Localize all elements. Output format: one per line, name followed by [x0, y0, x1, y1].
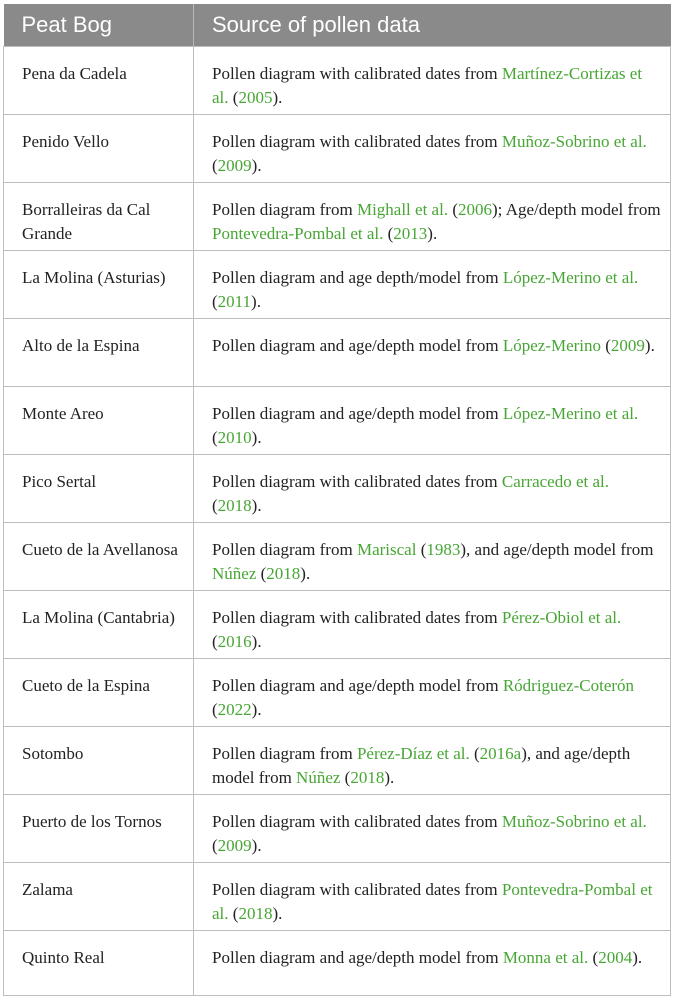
table-header: [4, 4, 671, 46]
citation-link[interactable]: 2004: [598, 947, 633, 967]
citation-link[interactable]: Carracedo et al.: [501, 471, 609, 491]
pollen-source-cell: [194, 658, 671, 726]
citation-link[interactable]: 2016: [217, 632, 252, 651]
citation-link[interactable]: Muñoz-Sobrino et al.: [501, 811, 647, 831]
source-text: (: [340, 768, 351, 787]
source-text: ).: [427, 224, 438, 243]
header-row: [4, 4, 671, 46]
citation-link[interactable]: 2018: [238, 904, 273, 923]
table-row: [4, 182, 671, 250]
source-text: ).: [272, 88, 283, 107]
citation-link[interactable]: 1983: [426, 539, 461, 559]
citation-link[interactable]: Núñez: [212, 564, 257, 583]
peat-bog-name: Sotombo: [4, 726, 194, 794]
source-text: ).: [251, 496, 262, 515]
table-row: [4, 590, 671, 658]
source-text: (: [212, 156, 218, 175]
pollen-sources-table: [3, 4, 671, 996]
citation-link[interactable]: 2005: [238, 88, 273, 107]
table-row: [4, 250, 671, 318]
peat-bog-name: Penido Vello: [4, 114, 194, 182]
source-text: ).: [251, 632, 262, 651]
table-row: [4, 114, 671, 182]
pollen-source-cell: [194, 114, 671, 182]
source-text: (: [469, 743, 480, 763]
source-text: (: [212, 836, 218, 855]
peat-bog-name: Pena da Cadela: [4, 46, 194, 114]
source-text: (: [256, 564, 267, 583]
table-body: [4, 46, 671, 995]
table-row: [4, 46, 671, 114]
source-text: (: [383, 224, 394, 243]
citation-link[interactable]: Martínez-Cortizas et al.: [212, 63, 643, 107]
source-text: Pollen diagram with calibrated dates from: [212, 607, 502, 627]
source-text: (: [601, 335, 611, 355]
citation-link[interactable]: 2018: [217, 496, 252, 515]
source-text: Pollen diagram from: [212, 199, 357, 219]
table-row: [4, 658, 671, 726]
source-text: (: [588, 947, 599, 967]
source-text: (: [228, 904, 239, 923]
citation-link[interactable]: 2010: [217, 428, 252, 447]
citation-link[interactable]: 2018: [266, 564, 301, 583]
source-text: Pollen diagram and age/depth model from: [212, 675, 503, 695]
citation-link[interactable]: Pontevedra-Pombal et al.: [212, 224, 384, 243]
pollen-source-cell: [194, 930, 671, 995]
peat-bog-name: Zalama: [4, 862, 194, 930]
citation-link[interactable]: 2009: [217, 156, 252, 175]
source-text: ).: [251, 292, 261, 311]
citation-link[interactable]: 2016a: [479, 743, 522, 763]
citation-link[interactable]: 2013: [393, 224, 428, 243]
source-text: ).: [272, 904, 283, 923]
pollen-source-cell: [194, 590, 671, 658]
peat-bog-name: Puerto de los Tornos: [4, 794, 194, 862]
citation-link[interactable]: 2006: [458, 199, 492, 219]
source-text: (: [448, 199, 458, 219]
table-row: [4, 454, 671, 522]
peat-bog-name: Cueto de la Espina: [4, 658, 194, 726]
pollen-source-cell: [194, 250, 671, 318]
citation-link[interactable]: López-Merino et al.: [502, 403, 639, 423]
citation-link[interactable]: Pérez-Obiol et al.: [501, 607, 622, 627]
source-text: ).: [251, 428, 262, 447]
citation-link[interactable]: 2011: [217, 292, 252, 311]
source-text: ).: [251, 836, 262, 855]
citation-link[interactable]: 2009: [610, 335, 645, 355]
citation-link[interactable]: López-Merino et al.: [502, 267, 639, 287]
table-row: [4, 318, 671, 386]
citation-link[interactable]: 2009: [217, 836, 252, 855]
source-text: ).: [632, 947, 643, 967]
source-text: (: [212, 632, 218, 651]
citation-link[interactable]: Ródriguez-Coterón: [502, 675, 635, 695]
source-text: ), and age/depth model from: [460, 539, 654, 559]
pollen-source-cell: [194, 794, 671, 862]
peat-bog-name: Cueto de la Avellanosa: [4, 522, 194, 590]
citation-link[interactable]: Mighall et al.: [356, 199, 449, 219]
pollen-source-cell: [194, 522, 671, 590]
table-row: [4, 522, 671, 590]
citation-link[interactable]: 2022: [217, 700, 252, 719]
source-text: Pollen diagram from: [212, 743, 357, 763]
pollen-source-cell: [194, 182, 671, 250]
peat-bog-name: La Molina (Cantabria): [4, 590, 194, 658]
pollen-source-cell: [194, 726, 671, 794]
table-row: [4, 862, 671, 930]
peat-bog-name: Monte Areo: [4, 386, 194, 454]
source-text: ).: [251, 156, 262, 175]
header-source-of-pollen-data: Source of pollen data: [194, 4, 671, 46]
citation-link[interactable]: Mariscal: [356, 539, 417, 559]
source-text: (: [212, 428, 218, 447]
citation-link[interactable]: Muñoz-Sobrino et al.: [501, 131, 647, 151]
pollen-source-cell: [194, 862, 671, 930]
source-text: (: [212, 292, 218, 311]
pollen-source-cell: [194, 46, 671, 114]
header-peat-bog: Peat Bog: [4, 4, 194, 46]
table-row: [4, 726, 671, 794]
source-text: Pollen diagram from: [212, 539, 357, 559]
source-text: (: [212, 496, 218, 515]
table-row: [4, 386, 671, 454]
source-text: (: [212, 700, 218, 719]
citation-link[interactable]: Núñez: [296, 768, 341, 787]
source-text: Pollen diagram with calibrated dates from: [212, 879, 502, 899]
citation-link[interactable]: Monna et al.: [502, 947, 589, 967]
source-text: (: [416, 539, 427, 559]
peat-bog-name: Alto de la Espina: [4, 318, 194, 386]
pollen-source-cell: [194, 454, 671, 522]
source-text: Pollen diagram with calibrated dates from: [212, 471, 502, 491]
peat-bog-name: Pico Sertal: [4, 454, 194, 522]
citation-link[interactable]: 2018: [350, 768, 385, 787]
peat-bog-name: La Molina (Asturias): [4, 250, 194, 318]
citation-link[interactable]: Pérez-Díaz et al.: [356, 743, 470, 763]
pollen-source-cell: [194, 318, 671, 386]
source-text: Pollen diagram and age/depth model from: [212, 947, 503, 967]
source-text: ).: [644, 335, 655, 355]
source-text: Pollen diagram with calibrated dates from: [212, 63, 502, 83]
pollen-source-cell: [194, 386, 671, 454]
pollen-sources-table-container: [3, 4, 670, 996]
citation-link[interactable]: López-Merino: [502, 335, 601, 355]
source-text: ).: [384, 768, 395, 787]
source-text: Pollen diagram with calibrated dates from: [212, 131, 502, 151]
source-text: Pollen diagram and age/depth model from: [212, 403, 503, 423]
source-text: (: [228, 88, 239, 107]
source-text: ).: [251, 700, 262, 719]
source-text: Pollen diagram and age/depth model from: [212, 335, 503, 355]
peat-bog-name: Borralleiras da Cal Grande: [4, 182, 194, 250]
peat-bog-name: Quinto Real: [4, 930, 194, 995]
source-text: ).: [300, 564, 311, 583]
source-text: Pollen diagram with calibrated dates from: [212, 811, 502, 831]
table-row: [4, 794, 671, 862]
source-text: ), and age/depth model from: [212, 743, 631, 787]
source-text: ); Age/depth model from: [492, 199, 661, 219]
source-text: Pollen diagram and age depth/model from: [212, 267, 503, 287]
citation-link[interactable]: Pontevedra-Pombal et al.: [212, 879, 653, 923]
table-row: [4, 930, 671, 995]
